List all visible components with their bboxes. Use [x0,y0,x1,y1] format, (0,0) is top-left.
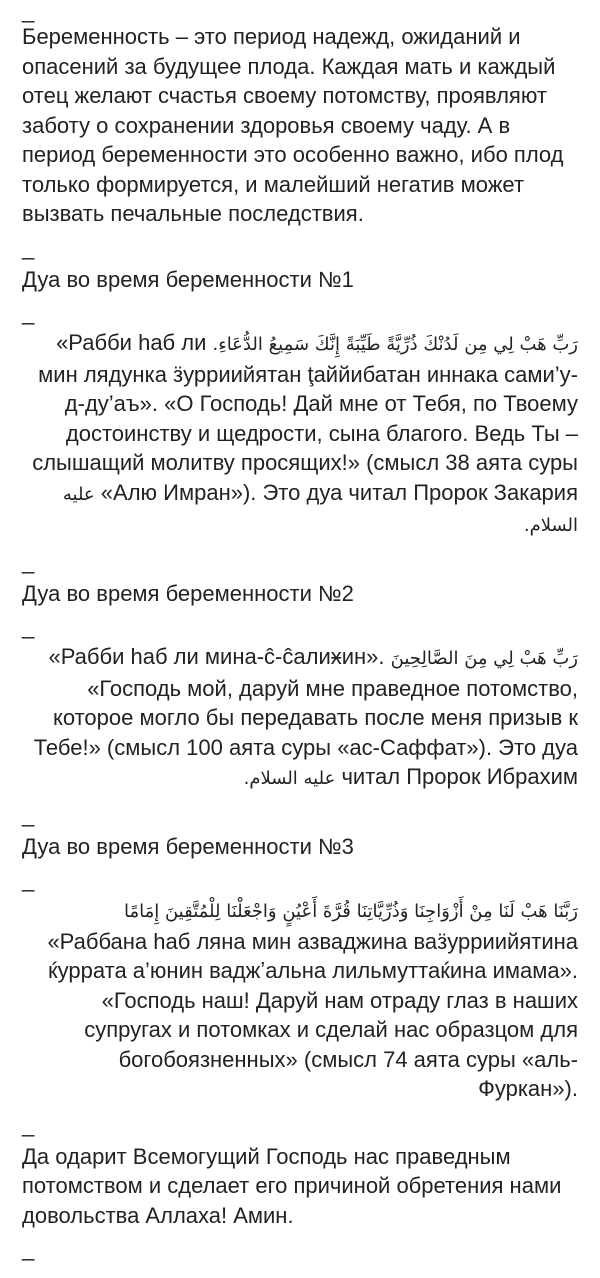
separator: _ [22,867,35,892]
dua-3-translation: «Раббана hаб ляна мин азваджина ваӟурриийятина ќуррата а’юнин ваджʼальна лильмуттаќина имама». «Господь наш! Даруй нам отраду глаз в наших супругах и потомках и сделай нас образцом для богобоязненных» (смысл 74 аята суры «аль-Фуркан»). [47,928,578,1101]
dua-1-honorific: عليه السلام. [62,483,578,536]
dua-2-arabic: رَبِّ هَبْ لِي مِنَ الصَّالِحِينَ [390,648,578,669]
dua-2-translation: «Рабби hаб ли мина-ĉ-ĉалиӿин». «Господь мой, даруй мне праведное потомство, которое могло бы передавать после меня призыв к Тебе!» (смысл 100 аята суры «ас-Саффат»). Это дуа читал Пророк Ибрахим [33,644,578,789]
separator: _ [22,300,35,325]
dua-2-heading: Дуа во время беременности №2 [22,580,354,606]
dua-3-arabic: رَبَّنَا هَبْ لَنَا مِنْ أَزْوَاجِنَا وَذُرِّيَّاتِنَا قُرَّةَ أَعْيُنٍ وَاجْعَلْنَا لِلْمُتَّقِينَ إِمَامًا [124,901,578,922]
dua-3-text [22,895,578,1104]
dua-1-heading: Дуа во время беременности №1 [22,266,354,292]
intro-paragraph: Беременность – это период надежд, ожиданий и опасений за будущее плода. Каждая мать и каждый отец желают счастья своему потомству, проявляют заботу о сохранении здоровья своему чаду. А в период беременности это особенно важно, ибо плод только формируется, и малейший негатив может вызвать печальные последствия. [22,24,564,226]
separator: _ [22,801,35,827]
separator: _ [22,0,35,23]
closing-paragraph: Да одарит Всемогущий Господь нас праведным потомством и сделает его причиной обретения нами довольства Аллаха! Амин. [22,1143,562,1228]
dua-2-honorific: عليه السلام. [243,768,336,789]
separator: _ [22,548,35,574]
dua-2-text [22,642,578,794]
separator: _ [22,1236,35,1261]
dua-1-text [22,328,578,541]
dua-1-translation: «Рабби hаб ли мин лядунка ӟурриийятан ţаййибатан иннака сами’у-д-ду’аъ». «О Господь! Дай мне от Тебя, по Твоему достоинству и щедрости, сына благого. Ведь Ты – слышащий молитву просящих!» (смысл 38 аята суры «Алю Имран»). Это дуа читал Пророк Закария [32,330,578,505]
separator: _ [22,234,35,260]
dua-3-heading: Дуа во время беременности №3 [22,833,354,859]
dua-1-arabic: رَبِّ هَبْ لِي مِن لَدُنْكَ ذُرِّيَّةً طَيِّبَةً إِنَّكَ سَمِيعُ الدُّعَاءِ. [212,334,578,355]
separator: _ [22,614,35,639]
separator: _ [22,1111,35,1137]
